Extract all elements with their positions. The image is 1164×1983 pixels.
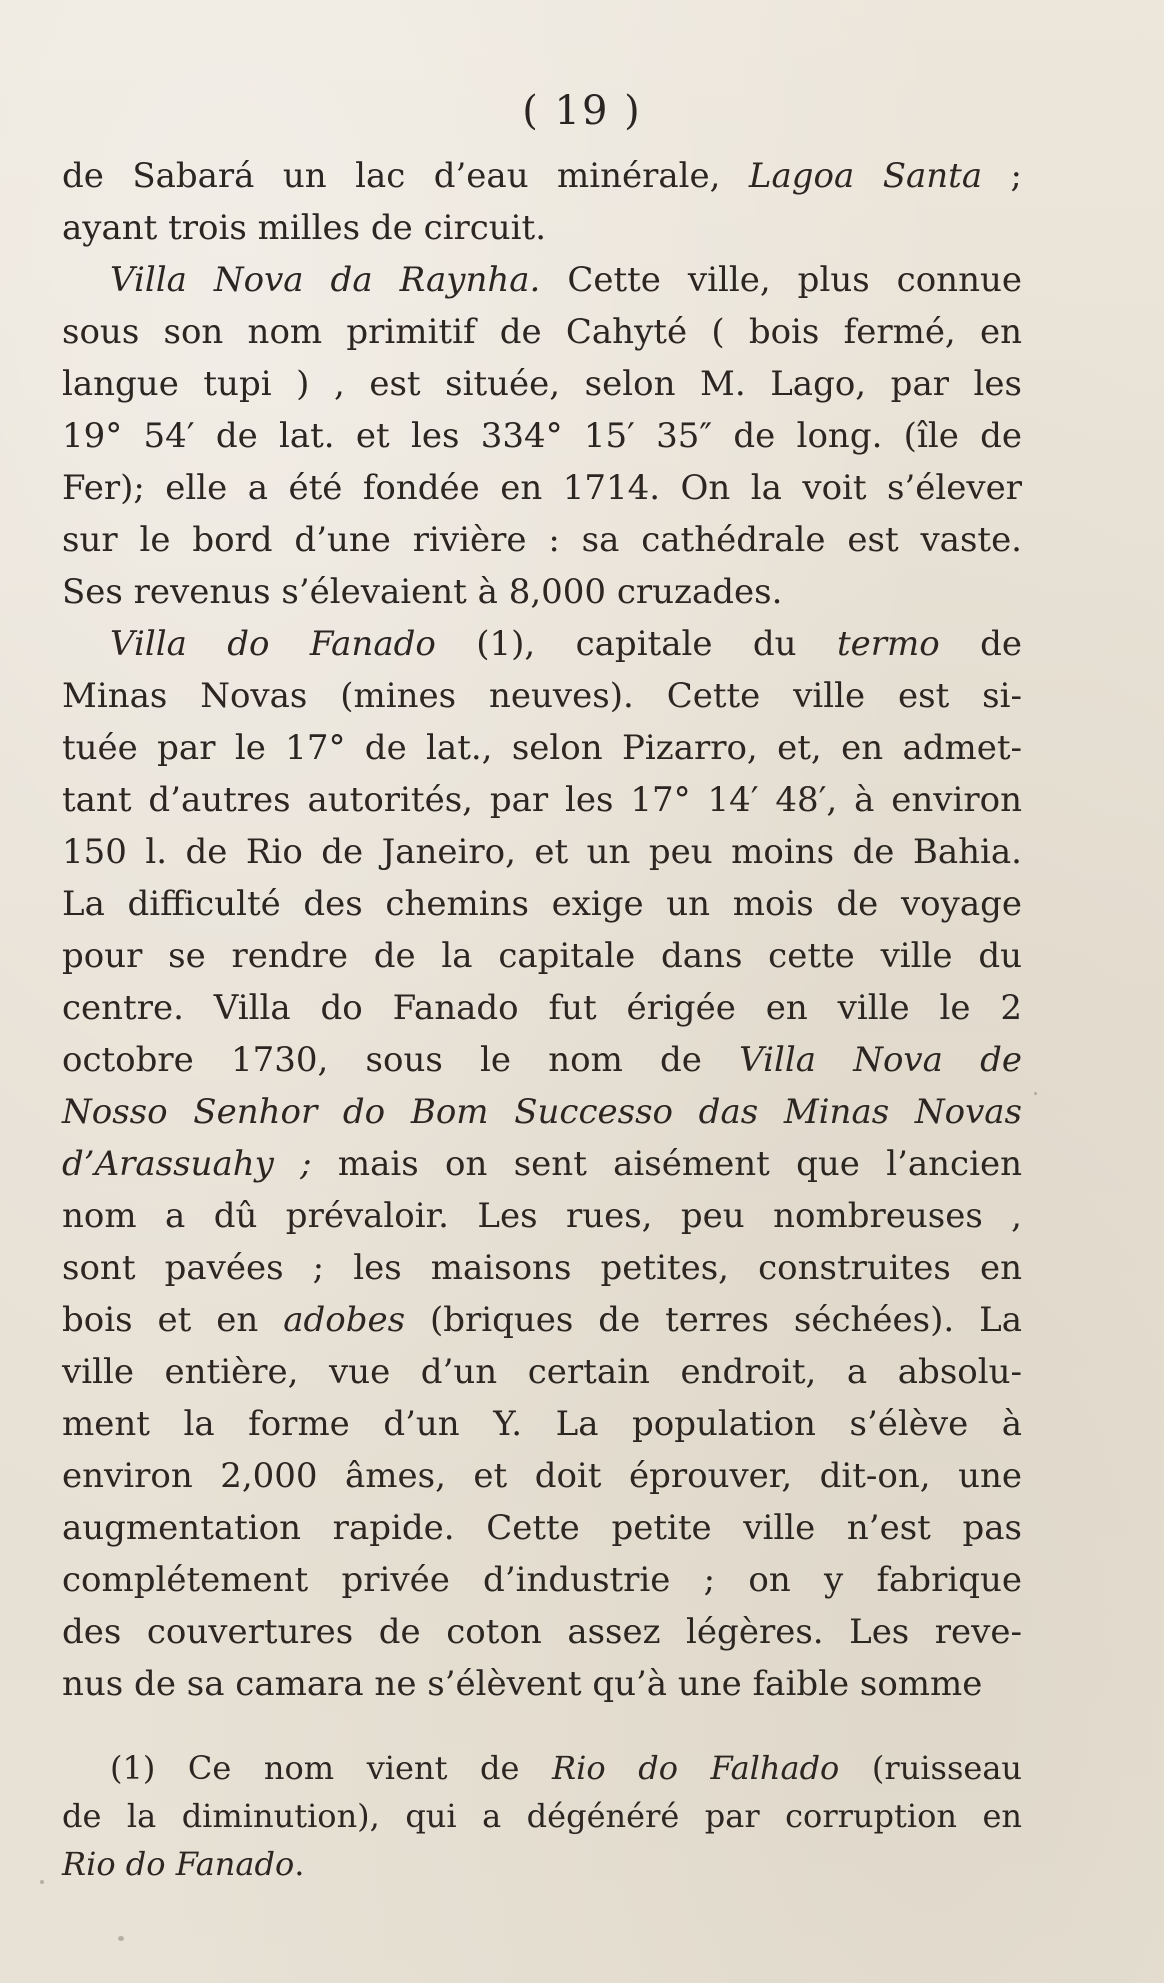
text-line: 19° 54′ de lat. et les 334° 15′ 35″ de long. (île de [62,416,1022,456]
paper-speck [1034,1092,1037,1095]
text-line: 150 l. de Rio de Janeiro, et un peu moins de Bahia. [62,832,1022,872]
text-line: Fer); elle a été fondée en 1714. On la voit s’élever [62,468,1022,508]
text-line: Villa do Fanado (1), capitale du termo de [110,624,1022,664]
text-line: d’Arassuahy ; mais on sent aisément que l’ancien [62,1144,1022,1184]
text-line: nus de sa camara ne s’élèvent qu’à une faible somme [62,1664,983,1704]
text-line: complétement privée d’industrie ; on y fabrique [62,1560,1022,1600]
text-line: ville entière, vue d’un certain endroit, a absolu- [62,1352,1022,1392]
text-line: langue tupi ) , est située, selon M. Lago, par les [62,364,1022,404]
text-line: environ 2,000 âmes, et doit éprouver, dit-on, une [62,1456,1022,1496]
text-line: Villa Nova da Raynha. Cette ville, plus connue [110,260,1022,300]
footnote [62,1744,1022,1888]
text-line: octobre 1730, sous le nom de Villa Nova de [62,1040,1022,1080]
text-line: tuée par le 17° de lat., selon Pizarro, et, en admet- [62,728,1022,768]
text-line: La difficulté des chemins exige un mois de voyage [62,884,1022,924]
text-line: augmentation rapide. Cette petite ville n’est pas [62,1508,1022,1548]
paper-speck [40,1880,44,1884]
text-line: pour se rendre de la capitale dans cette ville du [62,936,1022,976]
text-line: des couvertures de coton assez légères. Les reve- [62,1612,1022,1652]
text-line: centre. Villa do Fanado fut érigée en ville le 2 [62,988,1022,1028]
footnote-line: de la diminution), qui a dégénéré par corruption en [62,1797,1022,1835]
text-line: Nosso Senhor do Bom Successo das Minas Novas [62,1092,1022,1132]
footnote-line: (1) Ce nom vient de Rio do Falhado (ruisseau [110,1749,1023,1787]
text-line: Minas Novas (mines neuves). Cette ville est si- [62,676,1022,716]
text-line: bois et en adobes (briques de terres séchées). La [62,1300,1022,1340]
body-text [62,150,1022,1710]
footnote-line: Rio do Fanado. [62,1845,305,1883]
text-line: ayant trois milles de circuit. [62,208,547,248]
text-line: nom a dû prévaloir. Les rues, peu nombreuses , [62,1196,1022,1236]
text-line: sur le bord d’une rivière : sa cathédrale est vaste. [62,520,1022,560]
paper-speck [118,1936,124,1941]
text-line: ment la forme d’un Y. La population s’élève à [62,1404,1022,1444]
page-number: ( 19 ) [522,88,642,134]
text-line: de Sabará un lac d’eau minérale, Lagoa Santa ; [62,156,1022,196]
text-line: tant d’autres autorités, par les 17° 14′ 48′, à environ [62,780,1022,820]
text-line: Ses revenus s’élevaient à 8,000 cruzades. [62,572,783,612]
text-line: sont pavées ; les maisons petites, construites en [62,1248,1022,1288]
text-line: sous son nom primitif de Cahyté ( bois fermé, en [62,312,1022,352]
